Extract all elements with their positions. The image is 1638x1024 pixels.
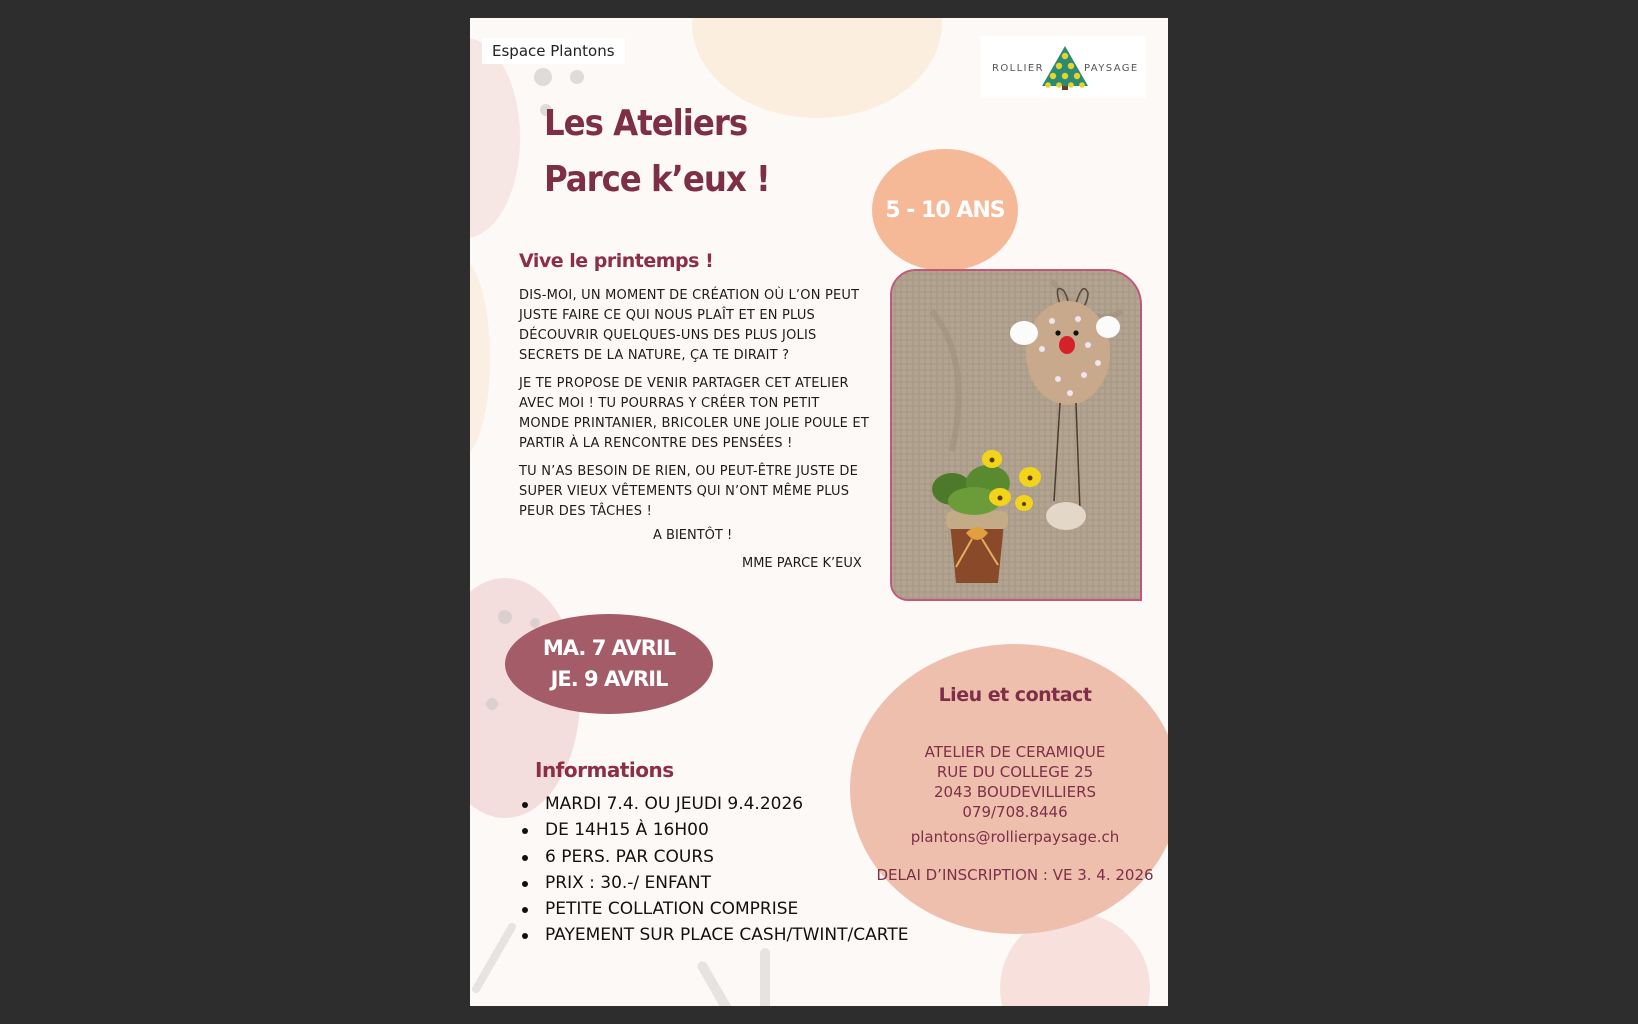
rollier-paysage-logo [980, 36, 1146, 98]
address-line-3: 2043 BOUDEVILLIERS [933, 783, 1097, 801]
section-subtitle: Vive le printemps ! [519, 250, 714, 272]
intro-paragraph-2: JE TE PROPOSE DE VENIR PARTAGER CET ATELIER AVEC MOI ! TU POURRAS Y CRÉER TON PETIT MONDE PRINTANIER, BRICOLER UNE JOLIE POULE ET PARTIR À LA RENCONTRE DES PENSÉES ! [519, 376, 869, 451]
email-address: plantons@rollierpaysage.ch [910, 828, 1120, 846]
phone-number: 079/708.8446 [962, 803, 1068, 821]
date-line-1: MA. 7 AVRIL [542, 636, 676, 660]
intro-text [519, 286, 874, 530]
info-item: PETITE COLLATION COMPRISE [520, 896, 908, 922]
info-item: PRIX : 30.-/ ENFANT [520, 870, 908, 896]
flyer-title [544, 96, 770, 208]
decor-dot [534, 68, 552, 86]
decor-leaf [696, 960, 735, 1006]
decor-circle-mid-left [470, 258, 490, 458]
craft-photo [890, 269, 1142, 601]
info-item: PAYEMENT SUR PLACE CASH/TWINT/CARTE [520, 922, 908, 948]
signoff: A BIENTÔT ! [653, 528, 733, 543]
decor-dot [498, 610, 512, 624]
logo-left-word: ROLLIER [992, 63, 1044, 74]
intro-paragraph-3: TU N’AS BESOIN DE RIEN, OU PEUT-ÊTRE JUSTE DE SUPER VIEUX VÊTEMENTS QUI N’ONT MÊME PLUS PEUR DES TÂCHES ! [519, 464, 858, 519]
decor-circle-left [470, 38, 520, 238]
flyer-page [470, 18, 1168, 1006]
logo-right-word: PAYSAGE [1084, 63, 1139, 74]
intro-paragraph-1: DIS-MOI, UN MOMENT DE CRÉATION OÙ L’ON PEUT JUSTE FAIRE CE QUI NOUS PLAÎT ET EN PLUS DÉCOUVRIR QUELQUES-UNS DES PLUS JOLIS SECRETS DE LA NATURE, ÇA TE DIRAIT ? [519, 288, 860, 363]
informations-heading: Informations [535, 758, 674, 782]
decor-leaf [760, 948, 770, 1006]
title-line-2: Parce k’eux ! [544, 159, 770, 200]
contact-heading: Lieu et contact [938, 684, 1092, 706]
signature: MME PARCE K’EUX [742, 556, 862, 571]
decor-leaf [471, 921, 518, 994]
contact-address [850, 742, 1168, 822]
title-line-1: Les Ateliers [544, 103, 748, 144]
address-line-1: ATELIER DE CERAMIQUE [924, 743, 1106, 761]
chicken-craft-image [892, 271, 1140, 599]
decor-dot [486, 698, 498, 710]
date-line-2: JE. 9 AVRIL [550, 667, 668, 691]
info-item: MARDI 7.4. OU JEUDI 9.4.2026 [520, 791, 908, 817]
tree-logo-icon [1040, 44, 1090, 90]
contact-bubble [850, 644, 1168, 934]
registration-deadline: DELAI D’INSCRIPTION : VE 3. 4. 2026 [876, 866, 1154, 884]
address-line-2: RUE DU COLLEGE 25 [936, 763, 1094, 781]
decor-dot [570, 70, 584, 84]
info-item: 6 PERS. PAR COURS [520, 844, 908, 870]
info-item: DE 14H15 À 16H00 [520, 817, 908, 843]
espace-plantons-tag: Espace Plantons [482, 38, 625, 64]
dates-badge [505, 614, 713, 714]
age-badge: 5 - 10 ANS [872, 149, 1018, 271]
